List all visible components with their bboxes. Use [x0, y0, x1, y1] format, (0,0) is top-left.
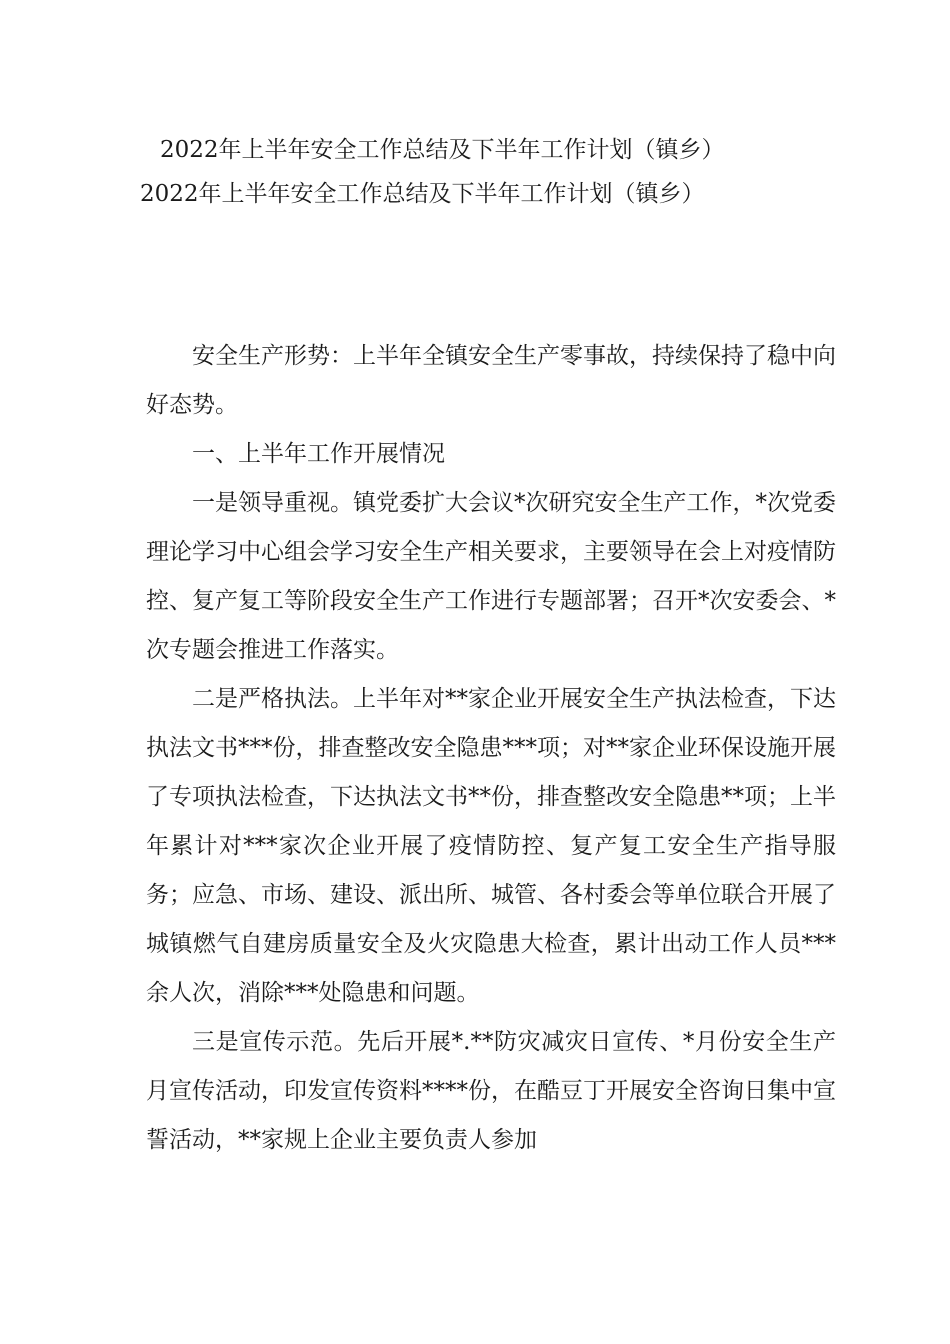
title-line-1: 2022年上半年安全工作总结及下半年工作计划（镇乡）	[160, 137, 725, 163]
section-heading-first-half: 一、上半年工作开展情况	[192, 441, 445, 467]
paragraph-safety-situation: 安全生产形势：上半年全镇安全生产零事故，持续保持了稳中向好态势。	[146, 343, 836, 418]
title-line-2: 2022年上半年安全工作总结及下半年工作计划（镇乡）	[140, 181, 705, 207]
paragraph-leadership: 一是领导重视。镇党委扩大会议*次研究安全生产工作，*次党委理论学习中心组会学习安全生产相关要求，主要领导在会上对疫情防控、复产复工等阶段安全生产工作进行专题部署；召开*次安委会、*次专题会推进工作落实。	[146, 490, 836, 663]
paragraph-enforcement: 二是严格执法。上半年对**家企业开展安全生产执法检查，下达执法文书***份，排查整改安全隐患***项；对**家企业环保设施开展了专项执法检查，下达执法文书**份，排查整改安全隐患**项；上半年累计对***家次企业开展了疫情防控、复产复工安全生产指导服务；应急、市场、建设、派出所、城管、各村委会等单位联合开展了城镇燃气自建房质量安全及火灾隐患大检查，累计出动工作人员***余人次，消除***处隐患和问题。	[146, 686, 836, 1006]
paragraph-publicity: 三是宣传示范。先后开展*.**防灾减灾日宣传、*月份安全生产月宣传活动，印发宣传资料****份，在酷豆丁开展安全咨询日集中宣誓活动，**家规上企业主要负责人参加	[146, 1029, 836, 1153]
document-title	[140, 128, 840, 216]
document-body	[146, 332, 836, 1165]
